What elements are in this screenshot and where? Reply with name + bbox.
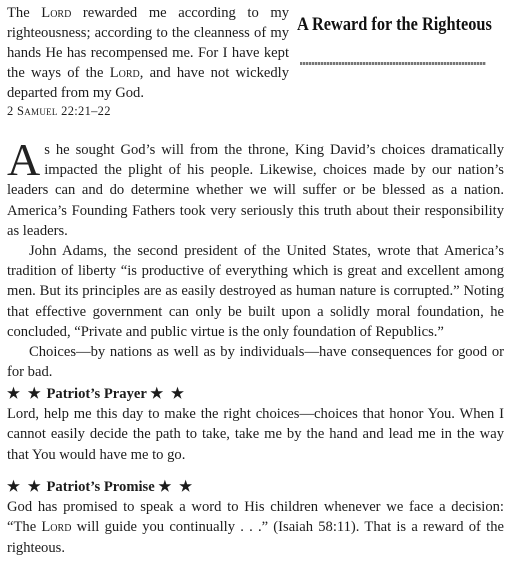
star-icon: ★ ★	[158, 479, 195, 495]
prayer-heading	[7, 384, 504, 404]
paragraph-1	[7, 134, 504, 241]
verse-text: The	[7, 5, 42, 21]
promise-text-part: will guide you continually . . .” (Isaiah 58:11). That is a reward of the righteous.	[7, 519, 504, 556]
devotional-body	[7, 134, 504, 382]
verse-text: , and have not wickedly departed from my God.	[7, 65, 289, 101]
paragraph-2: John Adams, the second president of the United States, wrote that America’s tradition of liberty “is productive of everything which is great and excellent among men. But its principles are as easily destroyed as human nature is corrupted.” Noting that effective government can only be built upon a solidly moral foundation, he concluded, “Private and public virtue is the only foundation of Republics.”	[7, 243, 504, 340]
promise-heading-text: Patriot’s Promise	[46, 479, 155, 495]
verse-text: rewarded me according to my righteousness; according to the cleanness of my hands He has recompensed me. For I have kept the ways of the	[7, 5, 289, 81]
promise-lord: Lord	[41, 519, 72, 536]
title-divider	[300, 62, 486, 65]
drop-cap: A	[7, 134, 41, 185]
verse-reference-book: 2 Samuel	[7, 104, 58, 118]
verse-reference-chapter: 22:21–22	[57, 104, 111, 118]
paragraph-text: s he sought God’s will from the throne, King David’s choices dramatically impacted the plight of his people. Likewise, choices made by our nation’s leaders can and do determine whether we will suffer or be blessed as a nation. America’s Founding Fathers took very seriously this truth about their responsibility as leaders.	[7, 142, 504, 239]
verse-lord: Lord	[41, 5, 72, 21]
patriots-prayer-section	[7, 384, 504, 465]
verse-lord: Lord	[109, 65, 140, 81]
patriots-promise-section	[7, 477, 504, 558]
star-icon: ★ ★	[150, 386, 187, 402]
prayer-text: Lord, help me this day to make the right choices—choices that honor You. When I cannot easily decide the path to take, take me by the hand and lead me in the way that You would have me to go.	[7, 406, 504, 463]
verse-reference	[7, 104, 111, 119]
promise-text	[7, 497, 504, 558]
star-icon: ★ ★	[7, 386, 43, 402]
paragraph-3: Choices—by nations as well as by individuals—have consequences for good or for bad.	[7, 344, 504, 381]
prayer-heading-text: Patriot’s Prayer	[46, 386, 147, 402]
star-icon: ★ ★	[7, 479, 43, 495]
scripture-verse	[7, 3, 289, 103]
promise-text-part: God has promised to speak a word to His children whenever we face a decision: “The	[7, 499, 504, 536]
page-title: A Reward for the Righteous	[297, 14, 492, 35]
promise-heading	[7, 477, 504, 497]
